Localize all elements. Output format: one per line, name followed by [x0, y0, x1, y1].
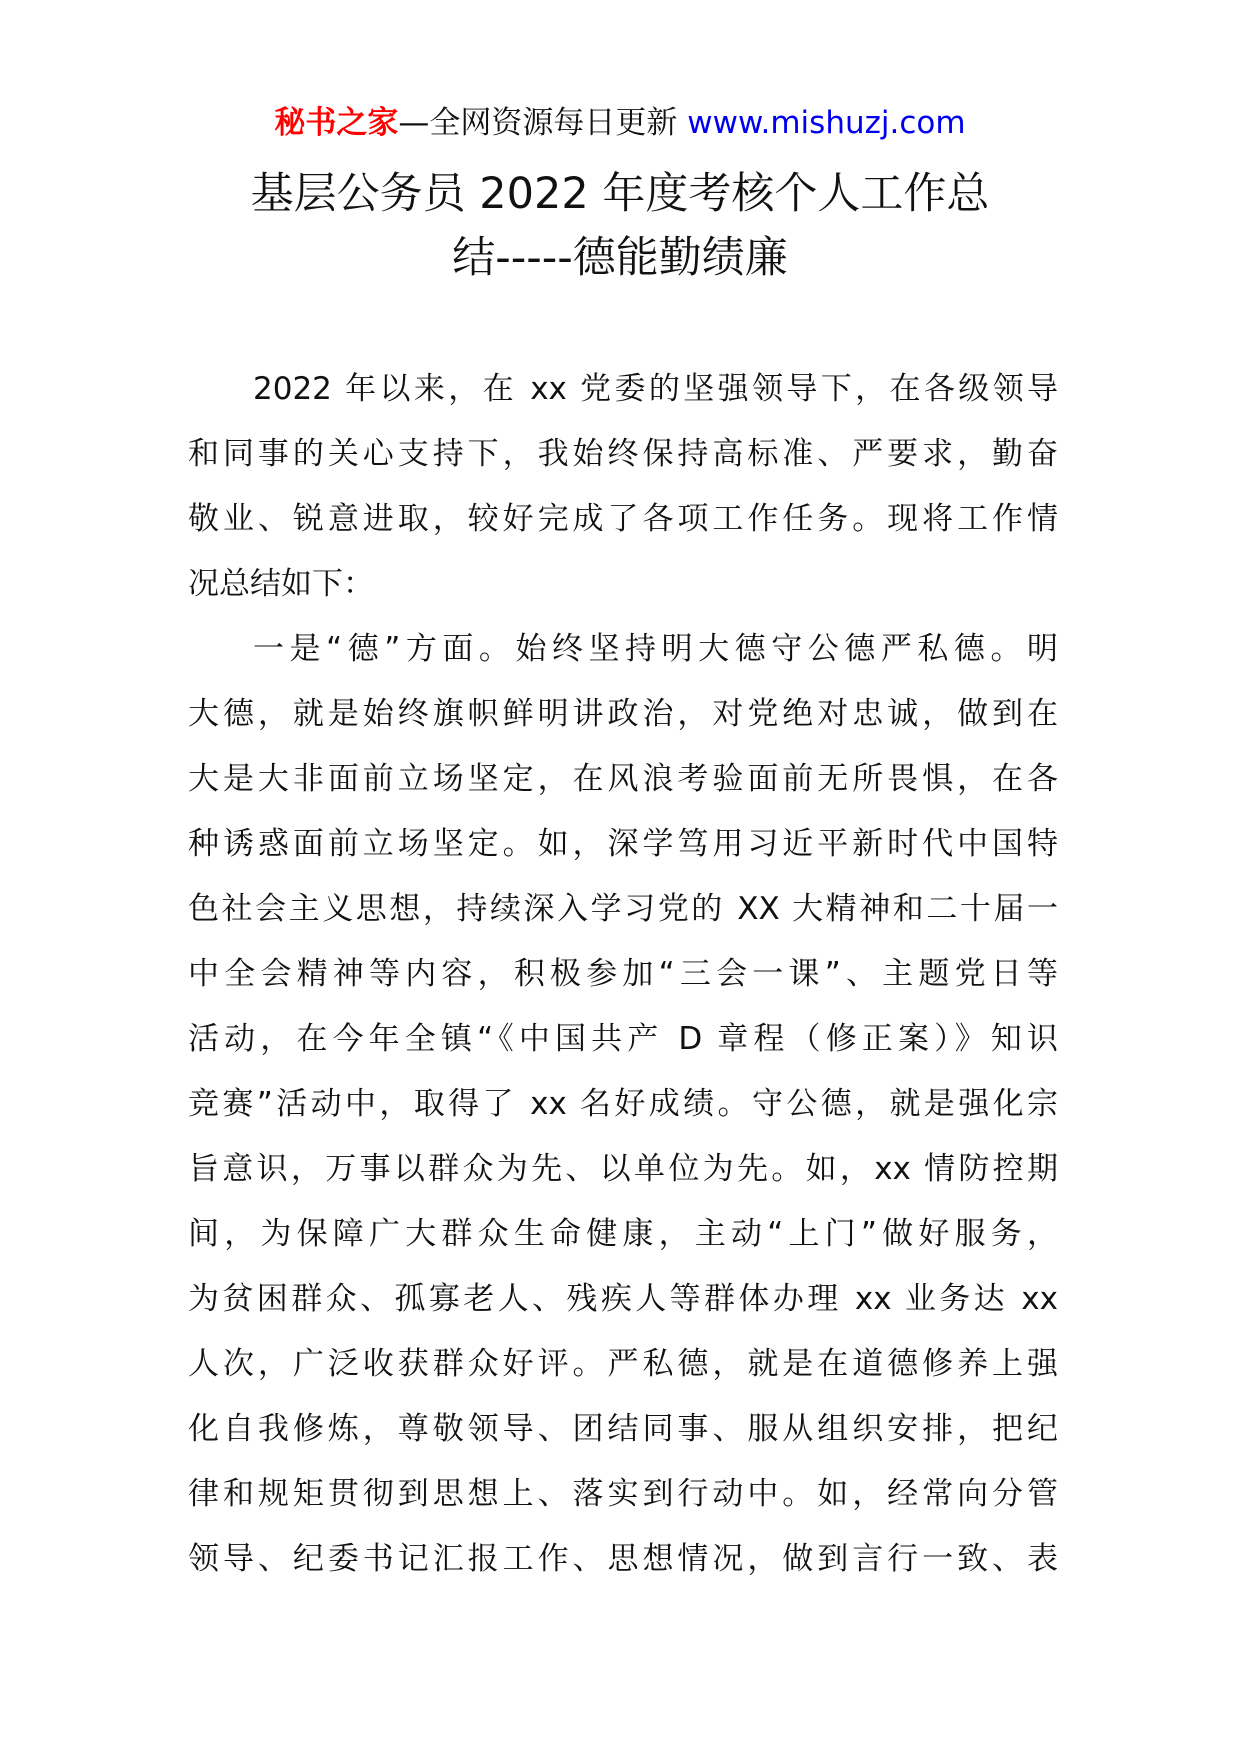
paragraph-line: 色社会主义思想，持续深入学习党的 XX 大精神和二十届一 — [188, 891, 1058, 927]
document-title — [150, 162, 1090, 290]
paragraph-line: 大德，就是始终旗帜鲜明讲政治，对党绝对忠诚，做到在 — [188, 696, 1058, 732]
paragraph-line: 旨意识，万事以群众为先、以单位为先。如，xx 情防控期 — [188, 1151, 1058, 1187]
header-tagline: —全网资源每日更新 — [398, 105, 678, 141]
paragraph-line: 况总结如下： — [188, 566, 374, 602]
paragraph-line: 活动，在今年全镇“《中国共产 D 章程（修正案）》知识 — [188, 1021, 1058, 1057]
brand-name: 秘书之家 — [274, 105, 399, 141]
paragraph-intro — [188, 357, 1058, 617]
paragraph-de — [188, 617, 1058, 1592]
paragraph-line: 竞赛”活动中，取得了 xx 名好成绩。守公德，就是强化宗 — [188, 1086, 1058, 1122]
paragraph-line: 大是大非面前立场坚定，在风浪考验面前无所畏惧，在各 — [188, 761, 1058, 797]
paragraph-line: 间，为保障广大群众生命健康，主动“上门”做好服务， — [188, 1216, 1058, 1252]
document-body — [188, 357, 1058, 1592]
paragraph-line: 敬业、锐意进取，较好完成了各项工作任务。现将工作情 — [188, 501, 1058, 537]
paragraph-line: 为贫困群众、孤寡老人、残疾人等群体办理 xx 业务达 xx — [188, 1281, 1058, 1317]
paragraph-line: 化自我修炼，尊敬领导、团结同事、服从组织安排，把纪 — [188, 1411, 1058, 1447]
paragraph-line: 种诱惑面前立场坚定。如，深学笃用习近平新时代中国特 — [188, 826, 1058, 862]
paragraph-line: 律和规矩贯彻到思想上、落实到行动中。如，经常向分管 — [188, 1476, 1058, 1512]
paragraph-line: 领导、纪委书记汇报工作、思想情况，做到言行一致、表 — [188, 1541, 1058, 1577]
site-header — [0, 100, 1240, 146]
paragraph-line: 2022 年以来，在 xx 党委的坚强领导下，在各级领导 — [253, 371, 1058, 407]
paragraph-line: 中全会精神等内容，积极参加“三会一课”、主题党日等 — [188, 956, 1058, 992]
title-line: 基层公务员 2022 年度考核个人工作总 — [250, 169, 990, 219]
paragraph-line: 人次，广泛收获群众好评。严私德，就是在道德修养上强 — [188, 1346, 1058, 1382]
paragraph-line: 一是“德”方面。始终坚持明大德守公德严私德。明 — [253, 631, 1058, 667]
title-line: 结-----德能勤绩廉 — [452, 233, 788, 283]
site-url-link[interactable]: www.mishuzj.com — [687, 105, 966, 141]
paragraph-line: 和同事的关心支持下，我始终保持高标准、严要求，勤奋 — [188, 436, 1058, 472]
